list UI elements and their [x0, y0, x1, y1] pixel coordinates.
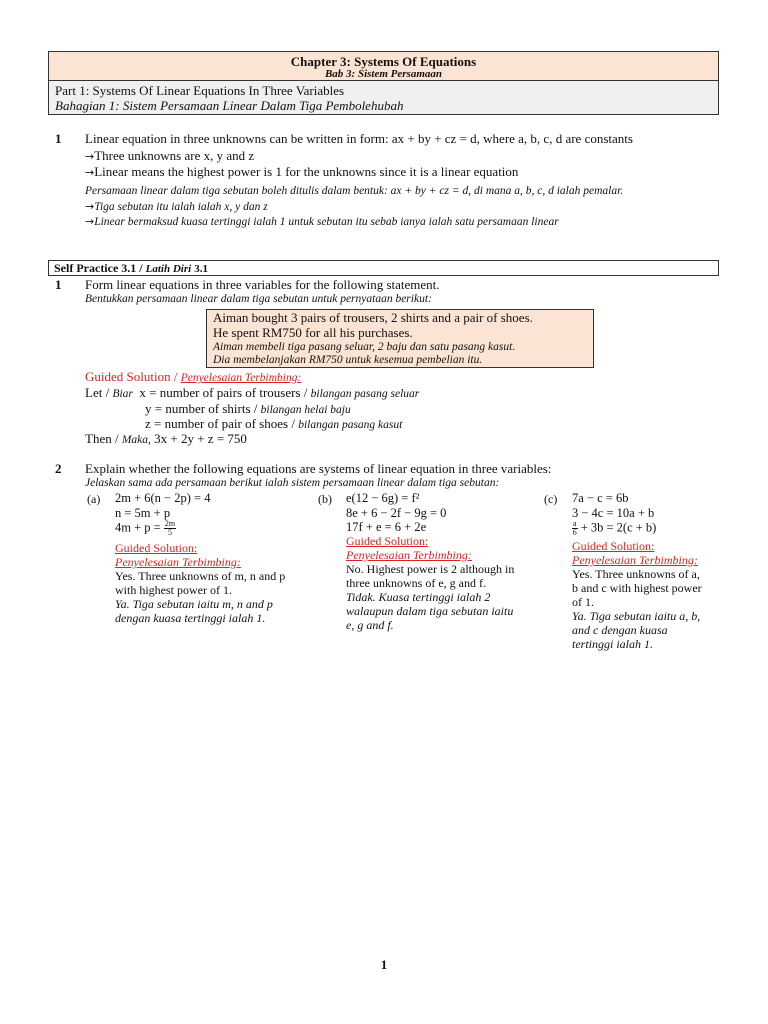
intro-number: 1 — [55, 131, 62, 146]
q2b-answer-5: e, g and f. — [346, 618, 394, 632]
page-number: 1 — [380, 957, 388, 972]
intro-line-4: Persamaan linear dalam tiga sebutan boleh ditulis dalam bentuk: ax + by + cz = d, di mana a, b, c, d ialah pemalar. — [85, 185, 624, 197]
chapter-subtitle: Bab 3: Sistem Persamaan — [324, 68, 443, 80]
self-practice-label: Self Practice 3.1 / Latih Diri 3.1 — [54, 261, 208, 275]
q2b-eq-3: 17f + e = 6 + 2e — [346, 520, 427, 534]
q1-box-line-1: Aiman bought 3 pairs of trousers, 2 shirts and a pair of shoes. — [213, 310, 533, 325]
q2a-answer-3: Ya. Tiga sebutan iaitu m, n and p — [115, 597, 273, 611]
q2-prompt: Explain whether the following equations are systems of linear equation in three variables: — [85, 461, 552, 476]
q2c-answer-4: Ya. Tiga sebutan iaitu a, b, — [572, 609, 701, 623]
q2c-eq-3: $\frac{a}{6}$ + 3b = 2(c + b) — [572, 519, 657, 537]
intro-line-3: →Linear means the highest power is 1 for the unknowns since it is a linear equation — [85, 164, 519, 179]
q2c-answer-3: of 1. — [572, 595, 594, 609]
intro-line-6: →Linear bermaksud kuasa tertinggi ialah 1 untuk sebutan itu sebab ianya ialah satu persamaan linear — [85, 215, 559, 228]
q1-prompt: Form linear equations in three variables for the following statement. — [85, 277, 440, 292]
q2a-guided-2: Penyelesaian Terbimbing: — [115, 555, 241, 569]
q2a-answer-4: dengan kuasa tertinggi ialah 1. — [115, 611, 266, 625]
part-title: Part 1: Systems Of Linear Equations In Three Variables — [55, 83, 345, 98]
q2b-guided-1: Guided Solution: — [346, 534, 429, 548]
self-practice-header — [48, 260, 719, 276]
q2b-label: (b) — [318, 492, 332, 506]
q2b-guided-2: Penyelesaian Terbimbing: — [346, 548, 472, 562]
part-subtitle: Bahagian 1: Sistem Persamaan Linear Dalam Tiga Pembolehubah — [55, 98, 404, 113]
q1-number: 1 — [55, 277, 62, 292]
q1-let-x: Let / Biar x = number of pairs of trousers / bilangan pasang seluar — [85, 385, 420, 400]
fraction: $\frac{2m}{5}$ — [164, 519, 176, 537]
q1-statement-box — [206, 309, 594, 368]
q2b-answer-3: Tidak. Kuasa tertinggi ialah 2 — [346, 590, 491, 604]
arrow-right-icon: → — [85, 150, 95, 163]
q1-prompt-ms: Bentukkan persamaan linear dalam tiga sebutan untuk pernyataan berikut: — [85, 293, 432, 305]
q2c-answer-2: b and c with highest power — [572, 581, 702, 595]
q1-let-z: z = number of pair of shoes / bilangan pasang kasut — [145, 416, 403, 431]
fraction: $\frac{a}{6}$ — [572, 519, 577, 537]
q1-let-y: y = number of shirts / bilangan helai baju — [145, 401, 351, 416]
part-header — [48, 80, 719, 115]
q2b-answer-1: No. Highest power is 2 although in — [346, 562, 515, 576]
q2-number: 2 — [55, 461, 62, 476]
q2b-answer-4: walaupun dalam tiga sebutan iaitu — [346, 604, 514, 618]
intro-line-1: Linear equation in three unknowns can be written in form: ax + by + cz = d, where a, b, c, d are constants — [85, 131, 633, 146]
q1-answer: Then / Maka, 3x + 2y + z = 750 — [85, 431, 247, 446]
q2c-eq-1: 7a − c = 6b — [572, 491, 629, 505]
q2b-eq-1: e(12 − 6g) = f² — [346, 491, 420, 505]
q2a-eq-2: n = 5m + p — [115, 506, 171, 520]
q2a-answer-1: Yes. Three unknowns of m, n and p — [115, 569, 286, 583]
q2a-eq-1: 2m + 6(n − 2p) = 4 — [115, 491, 211, 505]
chapter-header — [48, 51, 719, 81]
q1-box-line-2: He spent RM750 for all his purchases. — [213, 325, 413, 340]
q2a-label: (a) — [87, 492, 101, 506]
q2b-eq-2: 8e + 6 − 2f − 9g = 0 — [346, 506, 447, 520]
q2c-guided-2: Penyelesaian Terbimbing: — [572, 553, 698, 567]
q2c-answer-6: tertinggi ialah 1. — [572, 637, 653, 651]
q2c-guided-1: Guided Solution: — [572, 539, 655, 553]
q2-prompt-ms: Jelaskan sama ada persamaan berikut ialah sistem persamaan linear dalam tiga sebutan: — [85, 477, 500, 489]
q2c-label: (c) — [544, 492, 558, 506]
chapter-title: Chapter 3: Systems Of Equations — [290, 54, 477, 69]
q2a-answer-2: with highest power of 1. — [115, 583, 232, 597]
q2b-answer-2: three unknowns of e, g and f. — [346, 576, 486, 590]
q2c-answer-1: Yes. Three unknowns of a, — [572, 567, 700, 581]
arrow-right-icon: → — [85, 200, 95, 213]
q1-guided-heading: Guided Solution / Penyelesaian Terbimbing: — [85, 369, 302, 384]
intro-line-5: →Tiga sebutan itu ialah ialah x, y dan z — [85, 200, 268, 213]
q2c-answer-5: and c dengan kuasa — [572, 623, 668, 637]
q2a-eq-3: 4m + p = $\frac{2m}{5}$ — [115, 519, 176, 537]
arrow-right-icon: → — [85, 166, 95, 179]
intro-line-2: →Three unknowns are x, y and z — [85, 148, 255, 163]
q1-box-line-4: Dia membelanjakan RM750 untuk kesemua pembelian itu. — [213, 354, 483, 366]
q1-box-line-3: Aiman membeli tiga pasang seluar, 2 baju dan satu pasang kasut. — [213, 341, 516, 353]
q2a-guided-1: Guided Solution: — [115, 541, 198, 555]
q2c-eq-2: 3 − 4c = 10a + b — [572, 506, 655, 520]
arrow-right-icon: → — [85, 215, 95, 228]
